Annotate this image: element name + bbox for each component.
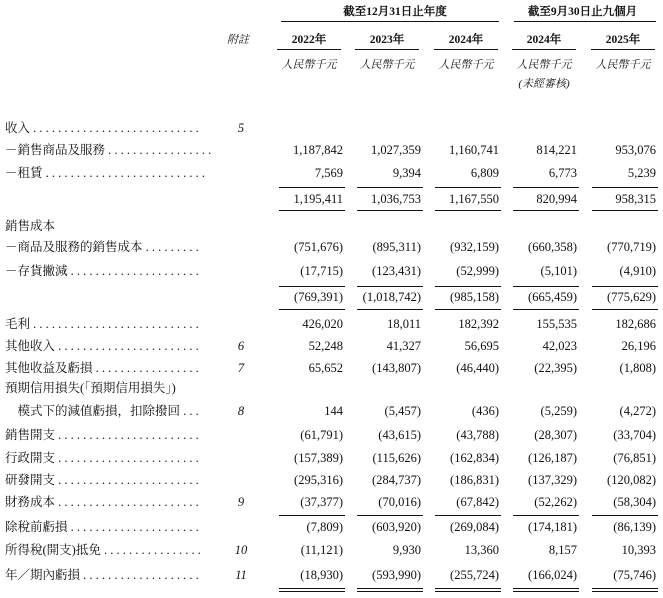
row-note-ref: 8 xyxy=(237,404,245,418)
row-label: 年／期內虧損 . . . . . . . . . . . . . . . . . . . xyxy=(5,568,199,582)
row-value-cell: 9,930 xyxy=(392,543,421,557)
row-value-cell: 18,011 xyxy=(387,317,421,331)
subtotal-rule xyxy=(279,210,345,211)
row-value-cell: (126,187) xyxy=(528,451,577,465)
row-value-cell: (75,746) xyxy=(613,568,656,582)
row-value-cell: (932,159) xyxy=(450,240,499,254)
row-value-cell: 6,773 xyxy=(548,166,577,180)
row-value-cell: (52,262) xyxy=(534,495,577,509)
column-unit-label: 人民幣千元 xyxy=(595,59,651,71)
row-label: 所得稅(開支)抵免 . . . . . . . . . . . . . . . . xyxy=(5,543,201,557)
row-value-cell: (5,457) xyxy=(384,404,421,418)
subtotal-rule xyxy=(435,286,501,287)
total-double-rule xyxy=(513,591,579,592)
subtotal-rule xyxy=(435,187,501,188)
column-header-rule xyxy=(512,49,576,50)
row-label: 預期信用損失(「預期信用損失」) xyxy=(5,381,176,395)
subtotal-rule xyxy=(592,286,658,287)
row-note-ref: 7 xyxy=(237,361,245,375)
row-value-cell: (665,459) xyxy=(528,290,577,304)
row-value-cell: 65,652 xyxy=(308,361,343,375)
row-value-cell: (593,990) xyxy=(372,568,421,582)
row-value-cell: (37,377) xyxy=(300,495,343,509)
row-value-cell: (269,084) xyxy=(450,520,499,534)
row-value-cell: 1,187,842 xyxy=(293,143,343,157)
row-value-cell: (70,016) xyxy=(378,495,421,509)
row-value-cell: (5,101) xyxy=(540,264,577,278)
column-unit-label: 人民幣千元 xyxy=(281,59,337,71)
row-value-cell: (22,395) xyxy=(534,361,577,375)
row-value-cell: (255,724) xyxy=(450,568,499,582)
row-value-cell: 41,327 xyxy=(386,339,421,353)
row-value-cell: (67,842) xyxy=(456,495,499,509)
column-year-header: 2023年 xyxy=(369,34,405,46)
row-label: 財務成本 . . . . . . . . . . . . . . . . . . . . . . . xyxy=(5,495,199,509)
row-value-cell: 820,994 xyxy=(536,192,577,206)
row-value-cell: (4,272) xyxy=(619,404,656,418)
row-value-cell: 155,535 xyxy=(536,317,577,331)
row-value-cell: 1,167,550 xyxy=(449,192,499,206)
row-value-cell: (295,316) xyxy=(294,473,343,487)
row-value-cell: (660,358) xyxy=(528,240,577,254)
row-label: 收入 . . . . . . . . . . . . . . . . . . . . . . . . . . . xyxy=(5,121,199,135)
row-value-cell: 958,315 xyxy=(615,192,656,206)
row-value-cell: (166,024) xyxy=(528,568,577,582)
column-year-header: 2025年 xyxy=(605,34,641,46)
row-value-cell: (43,615) xyxy=(378,428,421,442)
row-value-cell: 1,036,753 xyxy=(371,192,421,206)
row-label: 行政開支 . . . . . . . . . . . . . . . . . . . . . . . xyxy=(5,451,199,465)
subtotal-rule xyxy=(592,210,658,211)
row-label: 模式下的減值虧損，扣除撥回 . . . xyxy=(5,404,199,418)
row-value-cell: (58,304) xyxy=(613,495,656,509)
row-label: 其他收益及虧損 . . . . . . . . . . . . . . . . . xyxy=(5,361,199,375)
column-header-rule xyxy=(277,49,341,50)
row-value-cell: (174,181) xyxy=(528,520,577,534)
row-value-cell: 42,023 xyxy=(542,339,577,353)
subtotal-rule xyxy=(592,515,658,516)
subtotal-rule xyxy=(435,210,501,211)
total-rule xyxy=(357,588,423,589)
row-note-ref: 9 xyxy=(237,495,245,509)
row-label: 研發開支 . . . . . . . . . . . . . . . . . . . . . . . xyxy=(5,473,199,487)
column-audit-note: (未經審核) xyxy=(518,78,570,90)
row-note-ref: 5 xyxy=(237,121,245,135)
row-value-cell: (4,910) xyxy=(619,264,656,278)
subtotal-rule xyxy=(513,210,579,211)
row-label: 除稅前虧損 . . . . . . . . . . . . . . . . . . . . . xyxy=(5,520,199,534)
row-value-cell: (284,737) xyxy=(372,473,421,487)
column-unit-label: 人民幣千元 xyxy=(438,59,494,71)
row-value-cell: (52,999) xyxy=(456,264,499,278)
row-value-cell: (137,329) xyxy=(528,473,577,487)
row-value-cell: (1,018,742) xyxy=(362,290,421,304)
row-value-cell: (1,808) xyxy=(619,361,656,375)
subtotal-rule xyxy=(592,187,658,188)
row-value-cell: 56,695 xyxy=(464,339,499,353)
group-rule-nine-months xyxy=(514,21,656,22)
row-note-ref: 6 xyxy=(237,339,245,353)
subtotal-rule xyxy=(357,187,423,188)
row-value-cell: (123,431) xyxy=(372,264,421,278)
subtotal-rule xyxy=(357,515,423,516)
subtotal-rule xyxy=(513,309,579,310)
row-label: 銷售成本 xyxy=(5,219,56,233)
row-label: －商品及服務的銷售成本 . . . . . . . . . xyxy=(5,240,199,254)
row-value-cell: (28,307) xyxy=(534,428,577,442)
total-double-rule xyxy=(592,591,658,592)
row-value-cell: (17,715) xyxy=(300,264,343,278)
row-value-cell: (751,676) xyxy=(294,240,343,254)
subtotal-rule xyxy=(357,210,423,211)
row-value-cell: 8,157 xyxy=(548,543,577,557)
row-value-cell: 9,394 xyxy=(392,166,421,180)
row-value-cell: 144 xyxy=(324,404,343,418)
row-value-cell: 13,360 xyxy=(464,543,499,557)
row-value-cell: (7,809) xyxy=(306,520,343,534)
total-rule xyxy=(279,588,345,589)
row-value-cell: (143,807) xyxy=(372,361,421,375)
row-value-cell: 6,809 xyxy=(470,166,499,180)
total-double-rule xyxy=(279,591,345,592)
row-value-cell: (157,389) xyxy=(294,451,343,465)
row-value-cell: (775,629) xyxy=(607,290,656,304)
column-unit-label: 人民幣千元 xyxy=(359,59,415,71)
group-title-year: 截至12月31日止年度 xyxy=(343,6,447,18)
row-label: －存貨撇減 . . . . . . . . . . . . . . . . . . . . . xyxy=(5,264,199,278)
subtotal-rule xyxy=(592,309,658,310)
group-title-nine-months: 截至9月30日止九個月 xyxy=(527,6,638,18)
row-value-cell: (46,440) xyxy=(456,361,499,375)
column-unit-label: 人民幣千元 xyxy=(516,59,572,71)
column-year-header: 2022年 xyxy=(291,34,327,46)
row-value-cell: (11,121) xyxy=(300,543,343,557)
subtotal-rule xyxy=(279,286,345,287)
row-value-cell: (985,158) xyxy=(450,290,499,304)
row-value-cell: (5,259) xyxy=(540,404,577,418)
row-value-cell: (162,834) xyxy=(450,451,499,465)
row-value-cell: (61,791) xyxy=(300,428,343,442)
row-value-cell: (120,082) xyxy=(607,473,656,487)
row-label: 毛利 . . . . . . . . . . . . . . . . . . . . . . . . . . . xyxy=(5,317,199,331)
row-value-cell: (76,851) xyxy=(613,451,656,465)
subtotal-rule xyxy=(435,515,501,516)
row-value-cell: (43,788) xyxy=(456,428,499,442)
row-value-cell: 1,027,359 xyxy=(371,143,421,157)
row-value-cell: 814,221 xyxy=(536,143,577,157)
column-header-rule xyxy=(591,49,655,50)
subtotal-rule xyxy=(513,515,579,516)
subtotal-rule xyxy=(279,187,345,188)
subtotal-rule xyxy=(513,286,579,287)
row-value-cell: 953,076 xyxy=(615,143,656,157)
row-value-cell: 10,393 xyxy=(621,543,656,557)
total-double-rule xyxy=(435,591,501,592)
note-column-header: 附註 xyxy=(227,34,249,46)
row-value-cell: 7,569 xyxy=(314,166,343,180)
row-value-cell: 1,160,741 xyxy=(449,143,499,157)
row-value-cell: (436) xyxy=(471,404,499,418)
row-value-cell: 5,239 xyxy=(627,166,656,180)
total-rule xyxy=(513,588,579,589)
total-double-rule xyxy=(357,591,423,592)
column-year-header: 2024年 xyxy=(526,34,562,46)
row-value-cell: 52,248 xyxy=(308,339,343,353)
row-label: 其他收入 . . . . . . . . . . . . . . . . . . . . . . . xyxy=(5,339,199,353)
row-value-cell: (186,831) xyxy=(450,473,499,487)
row-value-cell: (769,391) xyxy=(294,290,343,304)
row-value-cell: 182,686 xyxy=(615,317,656,331)
row-value-cell: (33,704) xyxy=(613,428,656,442)
row-value-cell: (603,920) xyxy=(372,520,421,534)
row-note-ref: 10 xyxy=(234,543,248,557)
row-value-cell: (115,626) xyxy=(372,451,421,465)
row-label: －租賃 . . . . . . . . . . . . . . . . . . . . . . . . . . xyxy=(5,166,206,180)
row-label: 銷售開支 . . . . . . . . . . . . . . . . . . . . . . . xyxy=(5,428,199,442)
subtotal-rule xyxy=(279,309,345,310)
row-note-ref: 11 xyxy=(235,568,247,582)
column-header-rule xyxy=(434,49,498,50)
row-value-cell: (18,930) xyxy=(300,568,343,582)
row-value-cell: 1,195,411 xyxy=(293,192,343,206)
column-year-header: 2024年 xyxy=(448,34,484,46)
row-value-cell: 182,392 xyxy=(458,317,499,331)
total-rule xyxy=(435,588,501,589)
subtotal-rule xyxy=(357,309,423,310)
subtotal-rule xyxy=(435,309,501,310)
row-value-cell: 426,020 xyxy=(302,317,343,331)
row-label: －銷售商品及服務 . . . . . . . . . . . . . . . . . xyxy=(5,143,212,157)
total-rule xyxy=(592,588,658,589)
group-rule-year xyxy=(281,21,499,22)
subtotal-rule xyxy=(513,187,579,188)
row-value-cell: 26,196 xyxy=(621,339,656,353)
subtotal-rule xyxy=(357,286,423,287)
column-header-rule xyxy=(355,49,419,50)
row-value-cell: (895,311) xyxy=(372,240,421,254)
subtotal-rule xyxy=(279,515,345,516)
row-value-cell: (770,719) xyxy=(607,240,656,254)
row-value-cell: (86,139) xyxy=(613,520,656,534)
